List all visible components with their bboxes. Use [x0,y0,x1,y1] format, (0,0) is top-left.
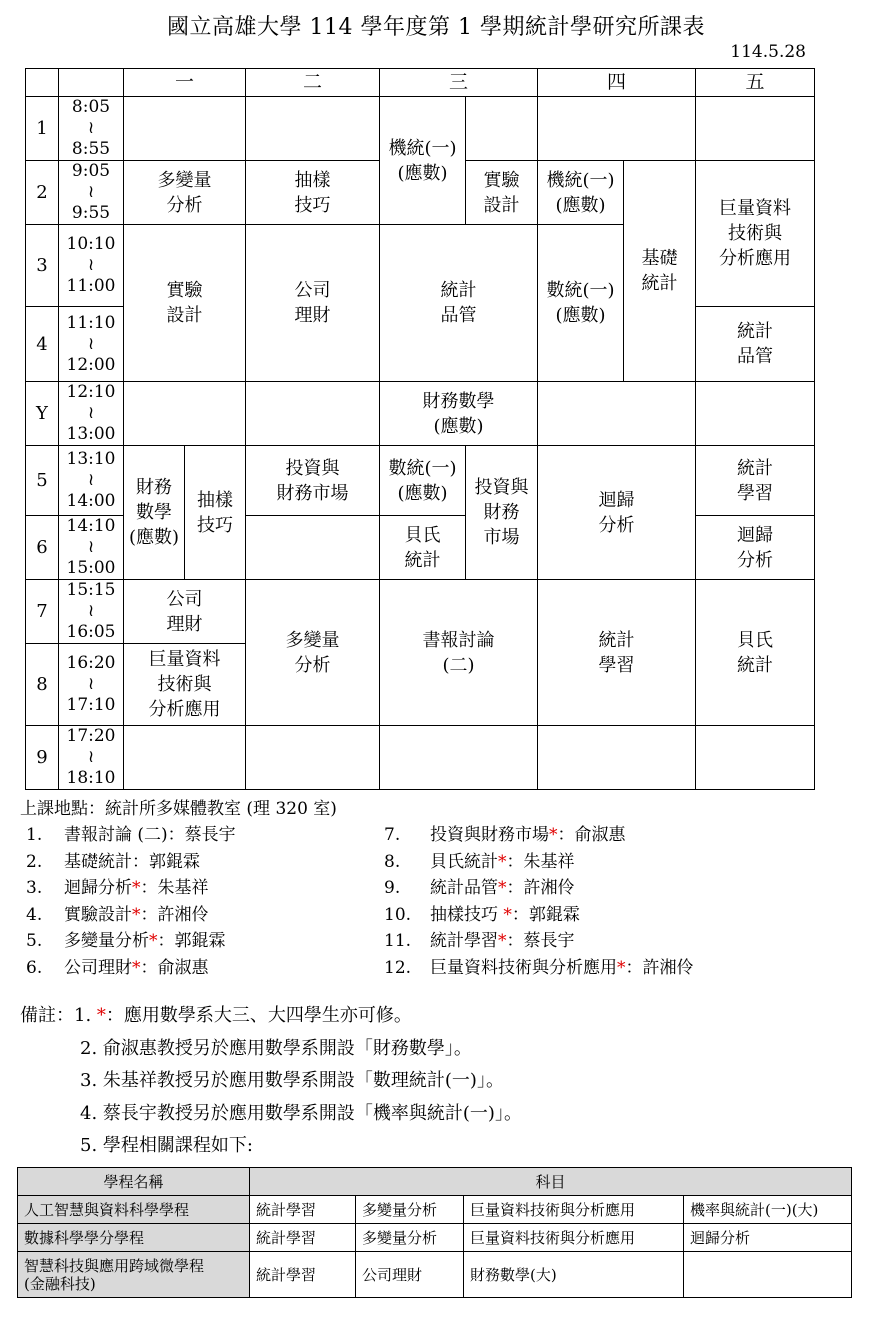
period-time: 16:20 ≀ 17:10 [59,644,124,726]
corner-cell [26,69,59,97]
period-time: 15:15 ≀ 16:05 [59,580,124,644]
course-tue-multivariate: 多變量 分析 [246,580,380,726]
note-prefix: 備註：1. [20,1005,97,1026]
course-mon-multivariate: 多變量 分析 [124,161,246,225]
course-wed-mathstat: 數統(一) (應數) [380,446,466,516]
instructor-item [384,955,694,982]
instructor-item [26,902,236,929]
course-wed-qc: 統計 品管 [380,225,538,382]
item-number: 10. [384,904,412,925]
empty-cell [124,97,246,161]
star-mark: * [617,957,626,978]
course-name: 投資與財務市場 [430,825,549,845]
course-wed-ml: 機統(一) (應數) [380,97,466,225]
program-subject: 多變量分析 [356,1196,464,1224]
course-wed-finmath: 財務數學 (應數) [380,382,538,446]
item-number: 8. [384,851,401,872]
period-label: 3 [26,225,59,307]
program-name: 人工智慧與資料科學學程 [18,1196,250,1224]
empty-cell [124,382,246,446]
program-name: 智慧科技與應用跨域微學程 (金融科技) [18,1252,250,1298]
period-label: 4 [26,307,59,382]
period-time: 10:10 ≀ 11:00 [59,225,124,307]
teacher-name: ：郭錕霖 [157,931,226,952]
period-time: 9:05 ≀ 9:55 [59,161,124,225]
course-thu-ml: 機統(一) (應數) [538,161,624,225]
course-name: 公司理財 [64,957,132,978]
period-time: 12:10 ≀ 13:00 [59,382,124,446]
program-subject: 統計學習 [250,1196,356,1224]
period-time: 17:20 ≀ 18:10 [59,726,124,790]
empty-cell [696,382,815,446]
star-mark: * [149,931,158,952]
course-name: 統計學習 [430,931,498,952]
empty-cell [380,726,538,790]
course-tue-corpfin: 公司 理財 [246,225,380,382]
item-number: 9. [384,878,401,899]
course-name: 貝氏統計 [430,851,498,872]
course-fri-regression: 迴歸 分析 [696,516,815,580]
item-number: 5. [26,931,43,952]
course-wed-bayes: 貝氏 統計 [380,516,466,580]
star-mark: * [503,904,512,925]
day-header-fri: 五 [696,69,815,97]
course-tue-invest: 投資與 財務市場 [246,446,380,516]
period-time: 13:10 ≀ 14:00 [59,446,124,516]
star-mark: * [498,878,507,899]
course-name: 多變量分析 [64,931,149,952]
course-mon-bigdata: 巨量資料 技術與 分析應用 [124,644,246,726]
instructor-item [384,902,694,929]
teacher-name: ：許湘伶 [625,957,694,978]
empty-cell [538,97,696,161]
course-wed-seminar: 書報討論 (二) [380,580,538,726]
program-subject: 迴歸分析 [684,1224,852,1252]
empty-cell [246,726,380,790]
notes [20,1000,522,1163]
star-mark: * [498,851,507,872]
program-subject: 統計學習 [250,1252,356,1298]
course-thu-basic: 基礎 統計 [624,161,696,382]
course-name: 書報討論 (二) [64,825,168,845]
empty-cell [696,97,815,161]
period-time: 14:10 ≀ 15:00 [59,516,124,580]
period-time: 8:05 ≀ 8:55 [59,97,124,161]
day-header-wed: 三 [380,69,538,97]
course-thu-mathstat: 數統(一) (應數) [538,225,624,382]
star-mark: * [96,1005,106,1026]
star-mark: * [132,957,141,978]
program-subject: 統計學習 [250,1224,356,1252]
instructor-item [384,822,694,849]
item-number: 11. [384,931,412,952]
teacher-name: ：俞淑惠 [557,825,626,845]
instructor-item [26,875,236,902]
course-name: 實驗設計 [64,904,132,925]
course-name: 巨量資料技術與分析應用 [430,957,617,978]
note-item: 3. 朱基祥教授另於應用數學系開設「數理統計(一)」。 [80,1070,504,1091]
note-item: 2. 俞淑惠教授另於應用數學系開設「財務數學」。 [80,1037,472,1059]
course-tue-sampling: 抽樣 技巧 [246,161,380,225]
note-item [20,1000,522,1033]
period-label: 9 [26,726,59,790]
program-subject: 公司理財 [356,1252,464,1298]
program-header-subjects: 科目 [250,1168,852,1196]
item-number: 12. [384,957,412,978]
course-mon-sampling: 抽樣 技巧 [185,446,246,580]
note-text: ：應用數學系大三、大四學生亦可修。 [105,1005,412,1026]
teacher-name: ：朱基祥 [506,851,575,872]
item-number: 6. [26,957,43,978]
program-subject: 機率與統計(一)(大) [684,1196,852,1224]
program-subject: 巨量資料技術與分析應用 [464,1224,684,1252]
empty-cell [696,726,815,790]
teacher-name: ：許湘伶 [506,878,575,899]
program-subject [684,1252,852,1298]
instructor-list-right [384,822,694,982]
instructor-list-left [26,822,236,982]
program-subject: 巨量資料技術與分析應用 [464,1196,684,1224]
star-mark: * [549,825,558,845]
course-fri-bayes: 貝氏 統計 [696,580,815,726]
item-number: 2. [26,851,43,872]
class-location: 上課地點：統計所多媒體教室 (理 320 室) [20,799,337,819]
period-time: 11:10 ≀ 12:00 [59,307,124,382]
star-mark: * [498,931,507,952]
star-mark: * [132,878,141,899]
course-thu-regression: 迴歸 分析 [538,446,696,580]
period-label: 1 [26,97,59,161]
empty-cell [246,97,380,161]
period-label: 2 [26,161,59,225]
empty-cell [246,516,380,580]
page-title: 國立高雄大學 114 學年度第 1 學期統計學研究所課表 [167,15,705,40]
course-fri-bigdata: 巨量資料 技術與 分析應用 [696,161,815,307]
period-label: 8 [26,644,59,726]
empty-cell [124,726,246,790]
period-label: 5 [26,446,59,516]
day-header-tue: 二 [246,69,380,97]
course-mon-finmath: 財務 數學 (應數) [124,446,185,580]
course-name: 抽樣技巧 [430,904,504,925]
program-header-name: 學程名稱 [18,1168,250,1196]
corner-cell [59,69,124,97]
program-name: 數據科學學分學程 [18,1224,250,1252]
empty-cell [246,382,380,446]
instructor-item [384,849,694,876]
item-number: 3. [26,878,43,899]
course-name: 統計品管 [430,878,498,899]
document-date: 114.5.28 [730,42,806,62]
course-wed-invest: 投資與 財務 市場 [466,446,538,580]
period-label: 7 [26,580,59,644]
course-wed-experiment: 實驗 設計 [466,161,538,225]
teacher-name: ：俞淑惠 [140,957,209,978]
course-name: 基礎統計 [64,851,132,872]
instructor-item [26,955,236,982]
teacher-name: ：蔡長宇 [506,931,575,952]
course-fri-qc: 統計 品管 [696,307,815,382]
course-name: 迴歸分析 [64,878,132,899]
empty-cell [538,726,696,790]
instructor-item [26,849,236,876]
period-label: Y [26,382,59,446]
teacher-name: ：朱基祥 [140,878,209,899]
empty-cell [466,97,538,161]
empty-cell [538,382,696,446]
program-table [17,1167,852,1298]
instructor-item [384,928,694,955]
teacher-name: ：蔡長宇 [167,825,236,845]
program-subject: 財務數學(大) [464,1252,684,1298]
item-number: 7. [384,825,401,845]
program-subject: 多變量分析 [356,1224,464,1252]
note-item: 4. 蔡長宇教授另於應用數學系開設「機率與統計(一)」。 [80,1102,522,1124]
teacher-name: ：許湘伶 [140,904,209,925]
course-fri-learning: 統計 學習 [696,446,815,516]
course-mon-corpfin: 公司 理財 [124,580,246,644]
star-mark: * [132,904,141,925]
instructor-item [26,928,236,955]
teacher-name: ：郭錕霖 [511,904,580,925]
instructor-item [26,822,236,849]
item-number: 4. [26,904,43,925]
period-label: 6 [26,516,59,580]
item-number: 1. [26,825,43,845]
schedule-table [25,68,815,790]
note-item: 5. 學程相關課程如下: [80,1135,253,1156]
course-thu-learning: 統計 學習 [538,580,696,726]
day-header-thu: 四 [538,69,696,97]
teacher-name: ：郭錕霖 [132,851,200,872]
day-header-mon: 一 [124,69,246,97]
course-mon-experiment: 實驗 設計 [124,225,246,382]
instructor-item [384,875,694,902]
